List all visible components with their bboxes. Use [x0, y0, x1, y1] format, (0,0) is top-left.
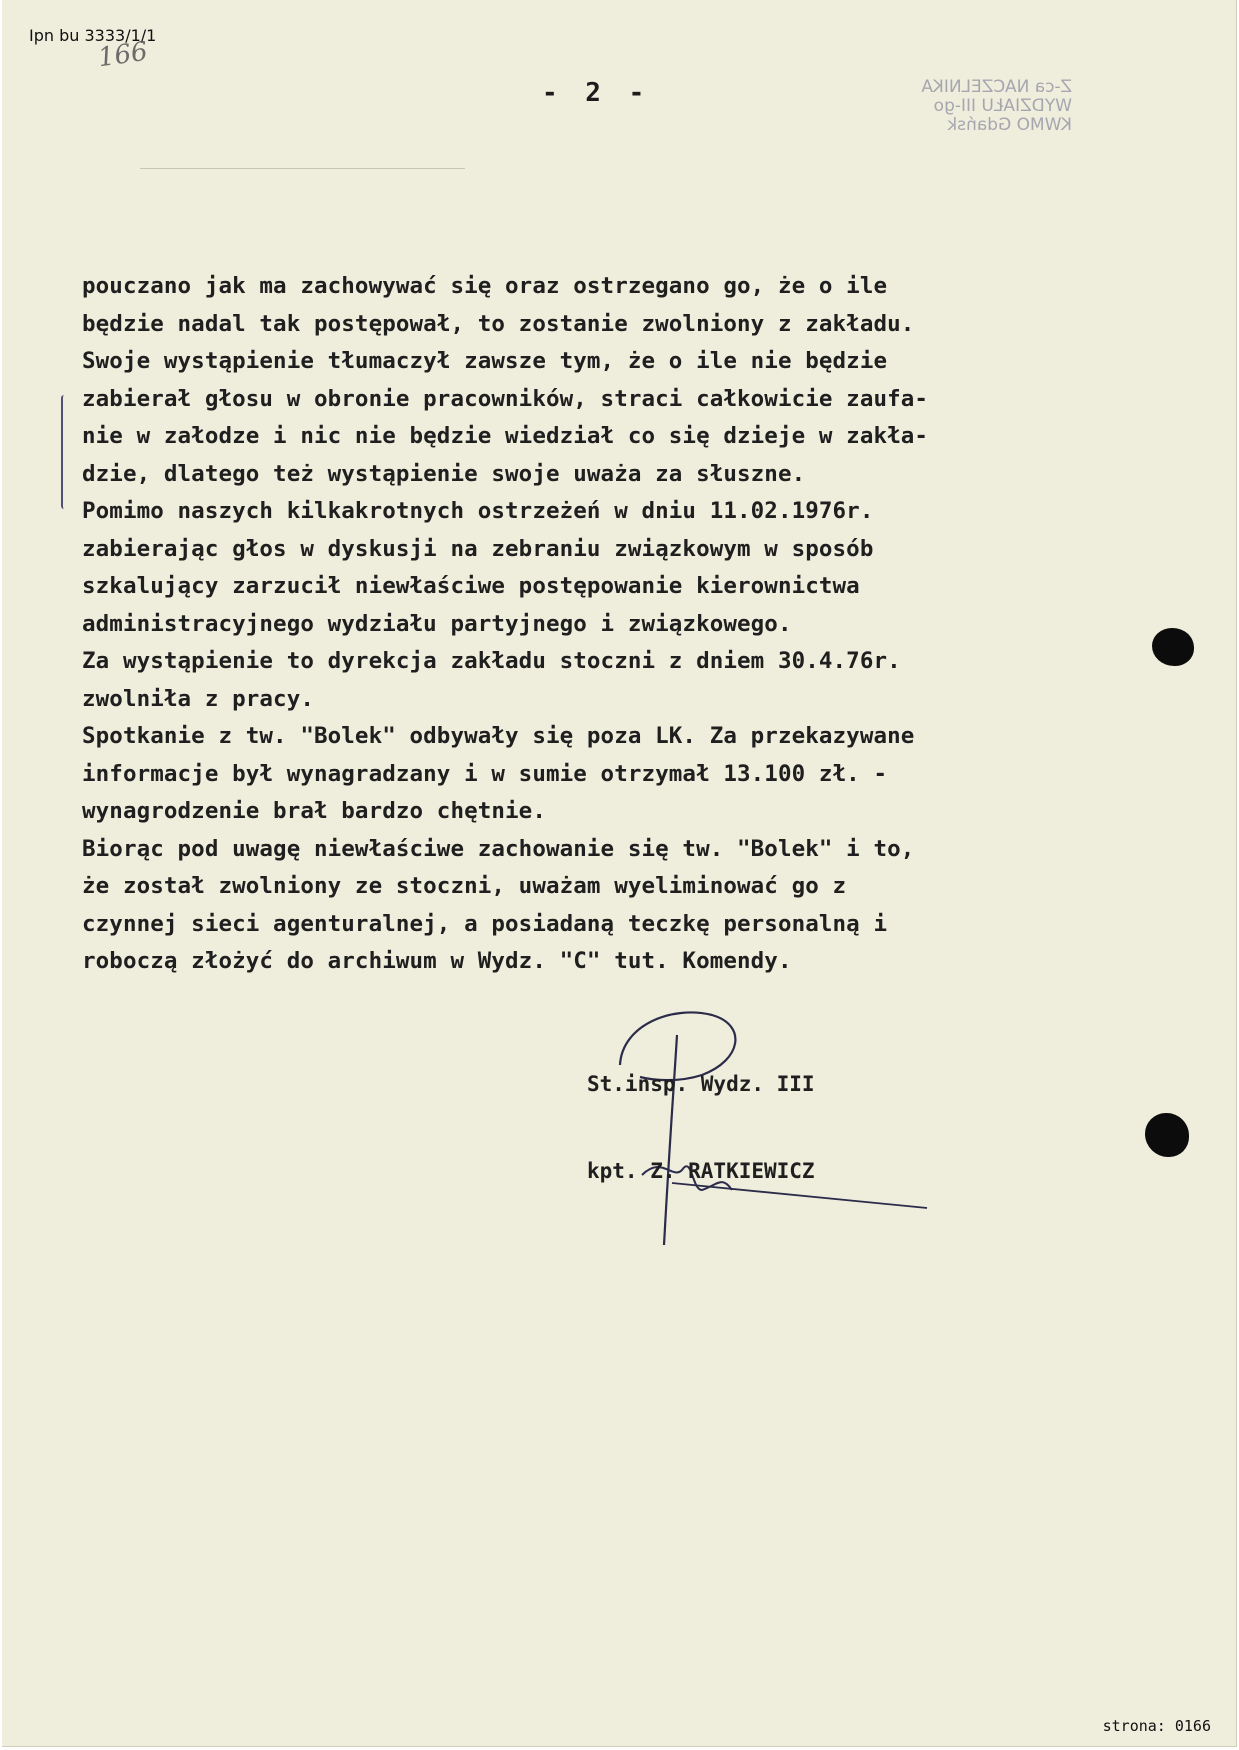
stamp-line: WYDZIAŁU III-go: [933, 96, 1072, 116]
page-footer: strona: 0166: [1102, 1717, 1211, 1735]
stamp-line: Z-ca NACZELNIKA: [921, 77, 1072, 97]
bleed-through-rule: [140, 168, 465, 169]
signatory-title: St.insp. Wydz. III: [587, 1072, 815, 1096]
body-line: informacje był wynagradzany i w sumie otrzymał 13.100 zł. -: [82, 760, 888, 787]
signatory-name: kpt. Z. RATKIEWICZ: [587, 1159, 815, 1183]
body-line: dzie, dlatego też wystąpienie swoje uważa za słuszne.: [82, 460, 806, 487]
stamp-line: KWMO Gdańsk: [947, 115, 1072, 135]
page-number: - 2 -: [542, 78, 651, 108]
body-line: będzie nadal tak postępował, to zostanie zwolniony z zakładu.: [82, 310, 915, 337]
body-line: zwolniła z pracy.: [82, 685, 314, 712]
body-line: nie w załodze i nic nie będzie wiedział co się dzieje w zakła-: [82, 423, 929, 449]
punch-hole: [1152, 628, 1194, 666]
office-stamp: [842, 78, 1072, 135]
body-line: że został zwolniony ze stoczni, uważam wyeliminować go z: [82, 873, 847, 899]
body-line: wynagrodzenie brał bardzo chętnie.: [82, 798, 546, 824]
signature-block: [587, 1072, 815, 1246]
handwritten-folio-number: 166: [96, 36, 150, 74]
body-line: zabierał głosu w obronie pracowników, straci całkowicie zaufa-: [82, 385, 929, 412]
document-page: [2, 0, 1237, 1747]
punch-hole: [1145, 1113, 1189, 1157]
body-line: zabierając głos w dyskusji na zebraniu związkowym w sposób: [82, 535, 874, 562]
body-line: czynnej sieci agenturalnej, a posiadaną teczkę personalną i: [82, 910, 888, 937]
body-line: Za wystąpienie to dyrekcja zakładu stoczni z dniem 30.4.76r.: [82, 648, 901, 674]
body-line: pouczano jak ma zachowywać się oraz ostrzegano go, że o ile: [82, 273, 888, 299]
body-line: Pomimo naszych kilkakrotnych ostrzeżeń w dniu 11.02.1976r.: [82, 498, 874, 524]
body-line: Spotkanie z tw. "Bolek" odbywały się poza LK. Za przekazywane: [82, 723, 915, 749]
report-body: [82, 268, 1042, 981]
archive-reference: Ipn bu 3333/1/1: [29, 26, 157, 45]
body-line: administracyjnego wydziału partyjnego i związkowego.: [82, 610, 792, 637]
body-line: roboczą złożyć do archiwum w Wydz. "C" tut. Komendy.: [82, 948, 792, 974]
body-line: Swoje wystąpienie tłumaczył zawsze tym, że o ile nie będzie: [82, 348, 888, 374]
body-line: szkalujący zarzucił niewłaściwe postępowanie kierownictwa: [82, 573, 860, 599]
margin-pencil-mark: [61, 395, 67, 509]
body-line: Biorąc pod uwagę niewłaściwe zachowanie się tw. "Bolek" i to,: [82, 835, 915, 862]
